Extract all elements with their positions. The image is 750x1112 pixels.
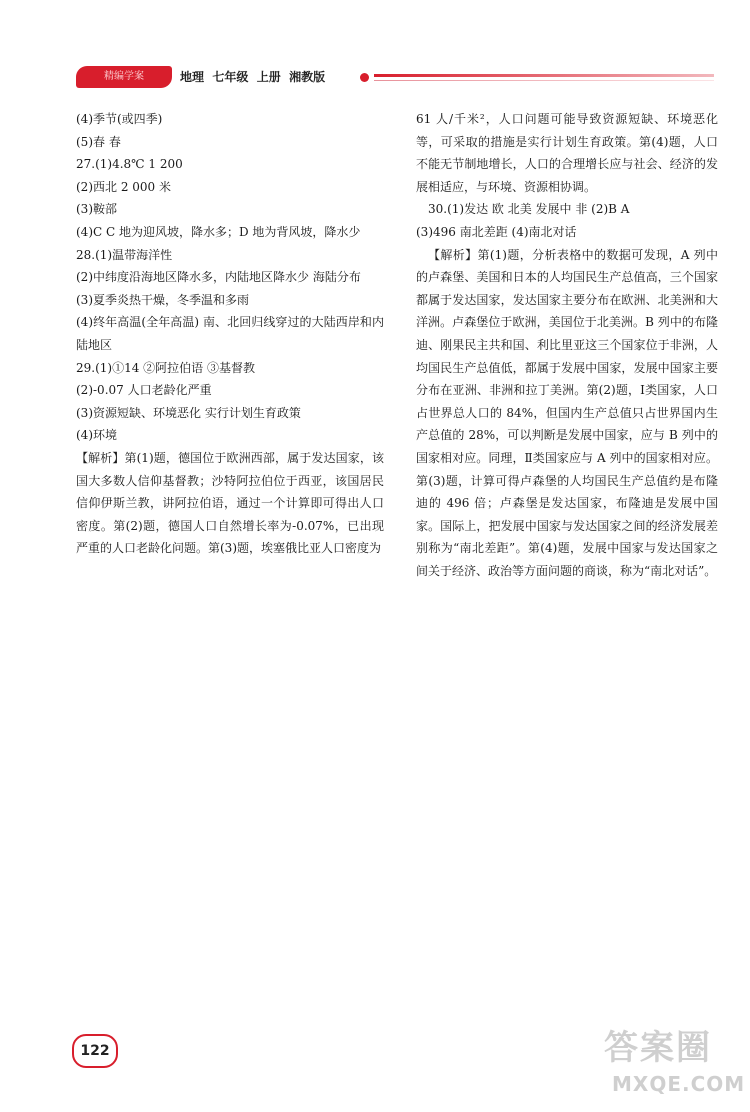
answer-line: (4)C C 地为迎风坡，降水多；D 地为背风坡，降水少 [76,224,361,239]
answer-line: (2)中纬度沿海地区降水多，内陆地区降水少 海陆分布 [76,270,361,285]
answer-line: (3)夏季炎热干燥，冬季温和多雨 [76,292,249,307]
page-header [0,56,750,96]
answer-line: 29.(1)①14 ②阿拉伯语 ③基督教 [76,360,255,375]
answer-line: (3)496 南北差距 (4)南北对话 [416,224,577,239]
answer-line: (4)季节(或四季) [76,112,163,126]
answer-line: 28.(1)温带海洋性 [76,247,173,262]
left-column [76,108,384,560]
header-dot-icon [360,73,369,82]
analysis-paragraph: 【解析】第(1)题，德国位于欧洲西部，属于发达国家，该国大多数人信仰基督教；沙特阿拉伯位于西亚，该国居民信仰伊斯兰教，讲阿拉伯语，通过一个计算即可得出人口密度。第(2)题，德国人口自然增长率为-0.07%，已出现严重的人口老龄化问题。第(3)题，埃塞俄比亚人口密度为 [76,450,384,556]
answer-line: (2)西北 2 000 米 [76,179,171,194]
answer-line: (2)-0.07 人口老龄化严重 [76,383,212,398]
header-rule-thin [374,80,714,81]
watermark-url: MXQE.COM [612,1072,746,1096]
answer-line: 27.(1)4.8℃ 1 200 [76,157,183,172]
answer-line: 30.(1)发达 欧 北美 发展中 非 (2)B A [428,202,630,217]
analysis-continuation: 61 人/千米²，人口问题可能导致资源短缺、环境恶化等，可采取的措施是实行计划生育政策。第(4)题，人口不能无节制地增长，人口的合理增长应与社会、经济的发展相适应，与环境、资源相协调。 [416,112,718,194]
answer-line: (3)资源短缺、环境恶化 实行计划生育政策 [76,405,301,420]
page-number: 122 [72,1034,118,1068]
series-badge: 精编学案 [76,66,172,88]
answer-line: (3)鞍部 [76,202,117,217]
header-rule [374,74,714,77]
analysis-paragraph: 【解析】第(1)题，分析表格中的数据可发现，A 列中的卢森堡、美国和日本的人均国民生产总值高，三个国家都属于发达国家，发达国家主要分布在欧洲、北美洲和大洋洲。卢森堡位于欧洲，美国位于北美洲。B 列中的布隆迪、刚果民主共和国、利比里亚这三个国家位于非洲，人均国民生产总值低，都属于发展中国家，发展中国家主要分布在亚洲、非洲和拉丁美洲。第(2)题，Ⅰ类国家，人口占世界总人口的 84%，但国内生产总值只占世界国内生产总值的 28%，可以判断是发展中国家，应与 B 列中的国家相对应。同理，Ⅱ类国家应与 A 列中的国家相对应。第(3)题，计算可得卢森堡的人均国民生产总值约是布隆迪的 496 倍；卢森堡是发达国家，布隆迪是发展中国家。国际上，把发展中国家与发达国家之间的经济发展差别称为“南北差距”。第(4)题，发展中国家与发达国家之间关于经济、政治等方面问题的商谈，称为“南北对话”。 [416,247,718,578]
watermark-text: 答案圈 [604,1028,712,1068]
answer-line: (5)春 春 [76,134,121,149]
watermark-logo [598,1020,746,1108]
answer-line: (4)环境 [76,428,117,443]
answer-line: (4)终年高温(全年高温) 南、北回归线穿过的大陆西岸和内陆地区 [76,315,384,352]
book-title: 地理 七年级 上册 湘教版 [180,70,326,84]
right-column [416,108,718,582]
